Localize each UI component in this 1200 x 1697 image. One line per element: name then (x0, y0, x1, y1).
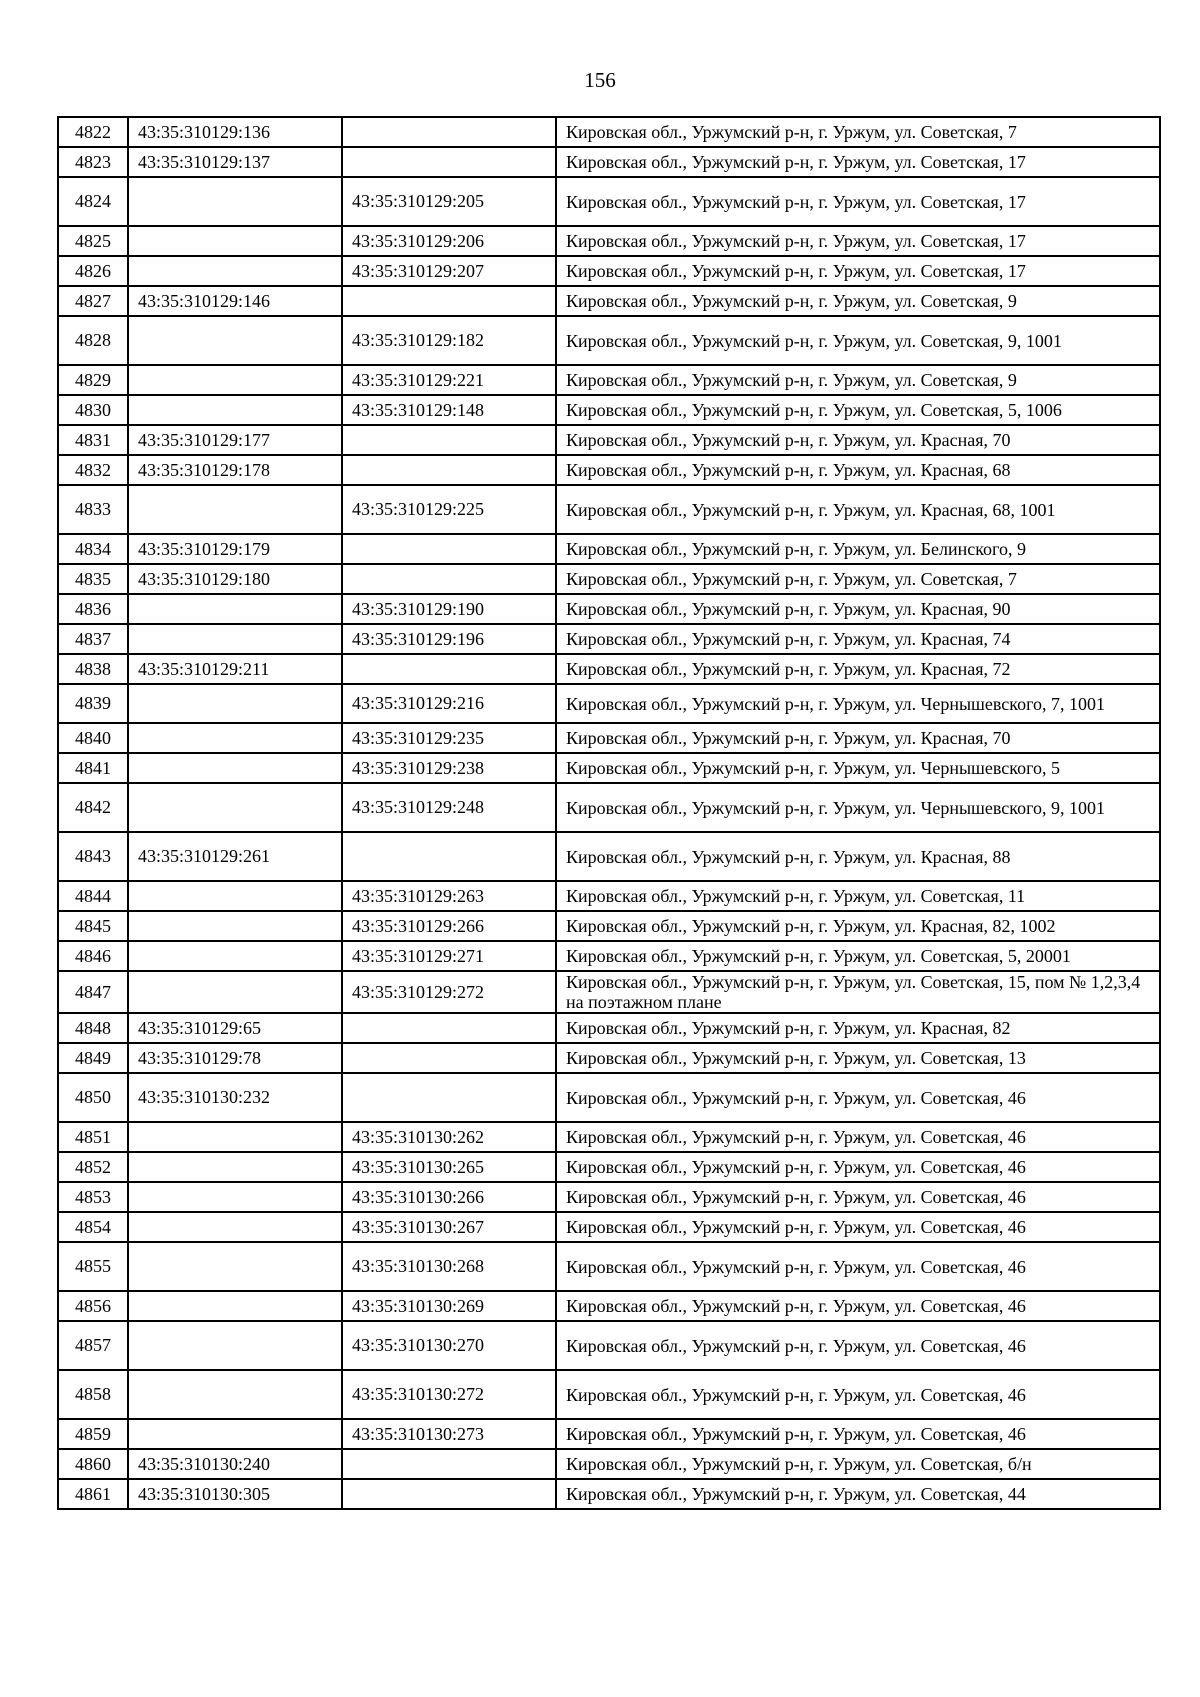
cell-cadastral-object: 43:35:310130:266 (342, 1182, 556, 1212)
cell-number: 4858 (58, 1370, 128, 1419)
cell-number: 4833 (58, 485, 128, 534)
cell-address: Кировская обл., Уржумский р-н, г. Уржум, ул. Советская, 9, 1001 (556, 316, 1160, 365)
cell-number: 4854 (58, 1212, 128, 1242)
table-row (58, 1212, 1160, 1242)
cell-address: Кировская обл., Уржумский р-н, г. Уржум, ул. Белинского, 9 (556, 534, 1160, 564)
cell-cadastral-land: 43:35:310129:211 (128, 654, 342, 684)
table-row (58, 832, 1160, 881)
cell-cadastral-land: 43:35:310129:146 (128, 286, 342, 316)
cell-number: 4823 (58, 147, 128, 177)
table-row (58, 1321, 1160, 1370)
table-row (58, 286, 1160, 316)
cell-number: 4852 (58, 1152, 128, 1182)
cell-cadastral-land (128, 971, 342, 1013)
table-row (58, 1122, 1160, 1152)
cell-number: 4828 (58, 316, 128, 365)
table-body (58, 117, 1160, 1509)
cell-cadastral-land (128, 783, 342, 832)
table-row (58, 1242, 1160, 1291)
cell-cadastral-land: 43:35:310129:180 (128, 564, 342, 594)
page-number: 156 (584, 68, 616, 92)
cell-cadastral-object: 43:35:310129:272 (342, 971, 556, 1013)
table-row (58, 783, 1160, 832)
cell-cadastral-object: 43:35:310129:221 (342, 365, 556, 395)
cell-address: Кировская обл., Уржумский р-н, г. Уржум, ул. Советская, 46 (556, 1182, 1160, 1212)
cell-cadastral-object (342, 832, 556, 881)
cell-address: Кировская обл., Уржумский р-н, г. Уржум, ул. Красная, 70 (556, 723, 1160, 753)
cell-cadastral-land (128, 1321, 342, 1370)
cell-address: Кировская обл., Уржумский р-н, г. Уржум, ул. Красная, 72 (556, 654, 1160, 684)
cell-address: Кировская обл., Уржумский р-н, г. Уржум, ул. Советская, 13 (556, 1043, 1160, 1073)
cell-cadastral-land (128, 941, 342, 971)
table-row (58, 911, 1160, 941)
cell-cadastral-object: 43:35:310130:272 (342, 1370, 556, 1419)
table-row (58, 1291, 1160, 1321)
cell-number: 4822 (58, 117, 128, 147)
cell-address: Кировская обл., Уржумский р-н, г. Уржум, ул. Советская, 17 (556, 226, 1160, 256)
cell-number: 4830 (58, 395, 128, 425)
cell-number: 4857 (58, 1321, 128, 1370)
cell-cadastral-object: 43:35:310130:262 (342, 1122, 556, 1152)
table-row (58, 117, 1160, 147)
cell-number: 4842 (58, 783, 128, 832)
table-row (58, 485, 1160, 534)
cell-address: Кировская обл., Уржумский р-н, г. Уржум, ул. Чернышевского, 9, 1001 (556, 783, 1160, 832)
cell-number: 4831 (58, 425, 128, 455)
table-row (58, 941, 1160, 971)
cell-number: 4849 (58, 1043, 128, 1073)
cell-cadastral-land (128, 1370, 342, 1419)
cell-number: 4855 (58, 1242, 128, 1291)
cell-address: Кировская обл., Уржумский р-н, г. Уржум, ул. Советская, 46 (556, 1321, 1160, 1370)
table-row (58, 564, 1160, 594)
cell-number: 4846 (58, 941, 128, 971)
cell-number: 4826 (58, 256, 128, 286)
cell-number: 4847 (58, 971, 128, 1013)
cell-number: 4861 (58, 1479, 128, 1509)
table-row (58, 1073, 1160, 1122)
cell-cadastral-object: 43:35:310130:268 (342, 1242, 556, 1291)
table-row (58, 1152, 1160, 1182)
cell-address: Кировская обл., Уржумский р-н, г. Уржум, ул. Советская, 9 (556, 365, 1160, 395)
cell-cadastral-land: 43:35:310129:261 (128, 832, 342, 881)
table-row (58, 455, 1160, 485)
cell-number: 4829 (58, 365, 128, 395)
cell-cadastral-object: 43:35:310129:235 (342, 723, 556, 753)
cell-cadastral-land (128, 723, 342, 753)
cell-address: Кировская обл., Уржумский р-н, г. Уржум, ул. Советская, 46 (556, 1212, 1160, 1242)
table-row (58, 684, 1160, 723)
cell-cadastral-object: 43:35:310130:267 (342, 1212, 556, 1242)
cell-cadastral-object: 43:35:310129:271 (342, 941, 556, 971)
table-row (58, 365, 1160, 395)
cell-number: 4835 (58, 564, 128, 594)
cell-cadastral-object (342, 286, 556, 316)
cell-number: 4839 (58, 684, 128, 723)
cell-cadastral-land (128, 226, 342, 256)
registry-table (57, 116, 1161, 1510)
cell-cadastral-object: 43:35:310129:190 (342, 594, 556, 624)
cell-cadastral-land: 43:35:310129:179 (128, 534, 342, 564)
cell-address: Кировская обл., Уржумский р-н, г. Уржум, ул. Советская, 46 (556, 1419, 1160, 1449)
cell-cadastral-land (128, 1182, 342, 1212)
table-row (58, 881, 1160, 911)
cell-address: Кировская обл., Уржумский р-н, г. Уржум, ул. Красная, 70 (556, 425, 1160, 455)
cell-cadastral-object (342, 534, 556, 564)
cell-cadastral-land: 43:35:310129:178 (128, 455, 342, 485)
cell-address: Кировская обл., Уржумский р-н, г. Уржум, ул. Советская, 17 (556, 256, 1160, 286)
cell-cadastral-object: 43:35:310130:269 (342, 1291, 556, 1321)
cell-cadastral-land (128, 316, 342, 365)
cell-number: 4848 (58, 1013, 128, 1043)
cell-cadastral-land (128, 911, 342, 941)
table-row (58, 177, 1160, 226)
cell-cadastral-object (342, 1013, 556, 1043)
cell-cadastral-object: 43:35:310129:266 (342, 911, 556, 941)
table-row (58, 316, 1160, 365)
table-row (58, 753, 1160, 783)
table-row (58, 1449, 1160, 1479)
cell-cadastral-land (128, 1212, 342, 1242)
cell-cadastral-land: 43:35:310129:65 (128, 1013, 342, 1043)
cell-number: 4837 (58, 624, 128, 654)
cell-address: Кировская обл., Уржумский р-н, г. Уржум, ул. Красная, 82 (556, 1013, 1160, 1043)
cell-number: 4832 (58, 455, 128, 485)
cell-cadastral-land (128, 881, 342, 911)
cell-cadastral-land: 43:35:310129:136 (128, 117, 342, 147)
cell-address: Кировская обл., Уржумский р-н, г. Уржум, ул. Советская, 46 (556, 1073, 1160, 1122)
cell-cadastral-land (128, 177, 342, 226)
cell-cadastral-land (128, 684, 342, 723)
cell-cadastral-land (128, 1419, 342, 1449)
cell-cadastral-land: 43:35:310129:177 (128, 425, 342, 455)
cell-address: Кировская обл., Уржумский р-н, г. Уржум, ул. Советская, 46 (556, 1122, 1160, 1152)
cell-number: 4859 (58, 1419, 128, 1449)
cell-cadastral-object: 43:35:310130:273 (342, 1419, 556, 1449)
table-row (58, 1370, 1160, 1419)
cell-cadastral-object: 43:35:310129:206 (342, 226, 556, 256)
cell-cadastral-land (128, 256, 342, 286)
cell-address: Кировская обл., Уржумский р-н, г. Уржум, ул. Красная, 90 (556, 594, 1160, 624)
cell-address: Кировская обл., Уржумский р-н, г. Уржум, ул. Чернышевского, 5 (556, 753, 1160, 783)
table-row (58, 147, 1160, 177)
table-row (58, 1479, 1160, 1509)
cell-address: Кировская обл., Уржумский р-н, г. Уржум, ул. Советская, 17 (556, 147, 1160, 177)
table-row (58, 425, 1160, 455)
cell-number: 4860 (58, 1449, 128, 1479)
table-row (58, 256, 1160, 286)
cell-address: Кировская обл., Уржумский р-н, г. Уржум, ул. Советская, 7 (556, 117, 1160, 147)
cell-cadastral-object: 43:35:310129:263 (342, 881, 556, 911)
cell-number: 4843 (58, 832, 128, 881)
table-row (58, 395, 1160, 425)
cell-cadastral-object (342, 1043, 556, 1073)
table-row (58, 723, 1160, 753)
cell-cadastral-object: 43:35:310129:148 (342, 395, 556, 425)
cell-number: 4838 (58, 654, 128, 684)
cell-address: Кировская обл., Уржумский р-н, г. Уржум, ул. Советская, 46 (556, 1370, 1160, 1419)
cell-number: 4836 (58, 594, 128, 624)
cell-cadastral-land (128, 1291, 342, 1321)
cell-address: Кировская обл., Уржумский р-н, г. Уржум, ул. Красная, 74 (556, 624, 1160, 654)
cell-address: Кировская обл., Уржумский р-н, г. Уржум, ул. Советская, 5, 20001 (556, 941, 1160, 971)
cell-number: 4827 (58, 286, 128, 316)
cell-number: 4844 (58, 881, 128, 911)
cell-cadastral-land: 43:35:310129:78 (128, 1043, 342, 1073)
cell-address: Кировская обл., Уржумский р-н, г. Уржум, ул. Советская, 46 (556, 1242, 1160, 1291)
table-row (58, 226, 1160, 256)
table-row (58, 971, 1160, 1013)
cell-cadastral-object: 43:35:310129:225 (342, 485, 556, 534)
table-row (58, 654, 1160, 684)
cell-address: Кировская обл., Уржумский р-н, г. Уржум, ул. Советская, 15, пом № 1,2,3,4 на поэтажном плане (556, 971, 1160, 1013)
cell-number: 4834 (58, 534, 128, 564)
cell-number: 4853 (58, 1182, 128, 1212)
cell-cadastral-object (342, 564, 556, 594)
cell-address: Кировская обл., Уржумский р-н, г. Уржум, ул. Красная, 68, 1001 (556, 485, 1160, 534)
cell-cadastral-land: 43:35:310130:305 (128, 1479, 342, 1509)
table-row (58, 1043, 1160, 1073)
cell-number: 4840 (58, 723, 128, 753)
cell-cadastral-land: 43:35:310130:232 (128, 1073, 342, 1122)
cell-address: Кировская обл., Уржумский р-н, г. Уржум, ул. Советская, 46 (556, 1291, 1160, 1321)
cell-cadastral-object (342, 1449, 556, 1479)
table-row (58, 594, 1160, 624)
cell-cadastral-land (128, 753, 342, 783)
cell-address: Кировская обл., Уржумский р-н, г. Уржум, ул. Красная, 88 (556, 832, 1160, 881)
cell-address: Кировская обл., Уржумский р-н, г. Уржум, ул. Красная, 82, 1002 (556, 911, 1160, 941)
cell-address: Кировская обл., Уржумский р-н, г. Уржум, ул. Советская, 7 (556, 564, 1160, 594)
table-row (58, 624, 1160, 654)
cell-cadastral-object: 43:35:310129:216 (342, 684, 556, 723)
cell-cadastral-object: 43:35:310130:270 (342, 1321, 556, 1370)
cell-address: Кировская обл., Уржумский р-н, г. Уржум, ул. Советская, 9 (556, 286, 1160, 316)
cell-address: Кировская обл., Уржумский р-н, г. Уржум, ул. Советская, 5, 1006 (556, 395, 1160, 425)
table-row (58, 1013, 1160, 1043)
cell-address: Кировская обл., Уржумский р-н, г. Уржум, ул. Чернышевского, 7, 1001 (556, 684, 1160, 723)
cell-address: Кировская обл., Уржумский р-н, г. Уржум, ул. Красная, 68 (556, 455, 1160, 485)
table-row (58, 1419, 1160, 1449)
cell-cadastral-object (342, 1479, 556, 1509)
cell-address: Кировская обл., Уржумский р-н, г. Уржум, ул. Советская, 11 (556, 881, 1160, 911)
cell-cadastral-object: 43:35:310129:196 (342, 624, 556, 654)
cell-cadastral-object: 43:35:310129:205 (342, 177, 556, 226)
cell-number: 4851 (58, 1122, 128, 1152)
cell-cadastral-land (128, 594, 342, 624)
cell-address: Кировская обл., Уржумский р-н, г. Уржум, ул. Советская, 17 (556, 177, 1160, 226)
cell-cadastral-object (342, 425, 556, 455)
cell-cadastral-object (342, 654, 556, 684)
cell-number: 4856 (58, 1291, 128, 1321)
cell-cadastral-object: 43:35:310129:207 (342, 256, 556, 286)
cell-number: 4841 (58, 753, 128, 783)
cell-address: Кировская обл., Уржумский р-н, г. Уржум, ул. Советская, 46 (556, 1152, 1160, 1182)
cell-cadastral-land (128, 485, 342, 534)
cell-cadastral-object (342, 1073, 556, 1122)
cell-number: 4824 (58, 177, 128, 226)
cell-address: Кировская обл., Уржумский р-н, г. Уржум, ул. Советская, 44 (556, 1479, 1160, 1509)
cell-cadastral-object: 43:35:310129:182 (342, 316, 556, 365)
cell-cadastral-land (128, 365, 342, 395)
cell-cadastral-object: 43:35:310130:265 (342, 1152, 556, 1182)
cell-cadastral-land (128, 624, 342, 654)
cell-cadastral-land (128, 1122, 342, 1152)
cell-number: 4850 (58, 1073, 128, 1122)
table-row (58, 534, 1160, 564)
cell-address: Кировская обл., Уржумский р-н, г. Уржум, ул. Советская, б/н (556, 1449, 1160, 1479)
cell-cadastral-land (128, 1152, 342, 1182)
cell-cadastral-land: 43:35:310129:137 (128, 147, 342, 177)
cell-cadastral-land: 43:35:310130:240 (128, 1449, 342, 1479)
cell-cadastral-object: 43:35:310129:248 (342, 783, 556, 832)
cell-cadastral-object (342, 455, 556, 485)
cell-cadastral-object (342, 147, 556, 177)
cell-cadastral-land (128, 1242, 342, 1291)
cell-cadastral-object: 43:35:310129:238 (342, 753, 556, 783)
table-row (58, 1182, 1160, 1212)
cell-cadastral-object (342, 117, 556, 147)
cell-cadastral-land (128, 395, 342, 425)
cell-number: 4845 (58, 911, 128, 941)
cell-number: 4825 (58, 226, 128, 256)
